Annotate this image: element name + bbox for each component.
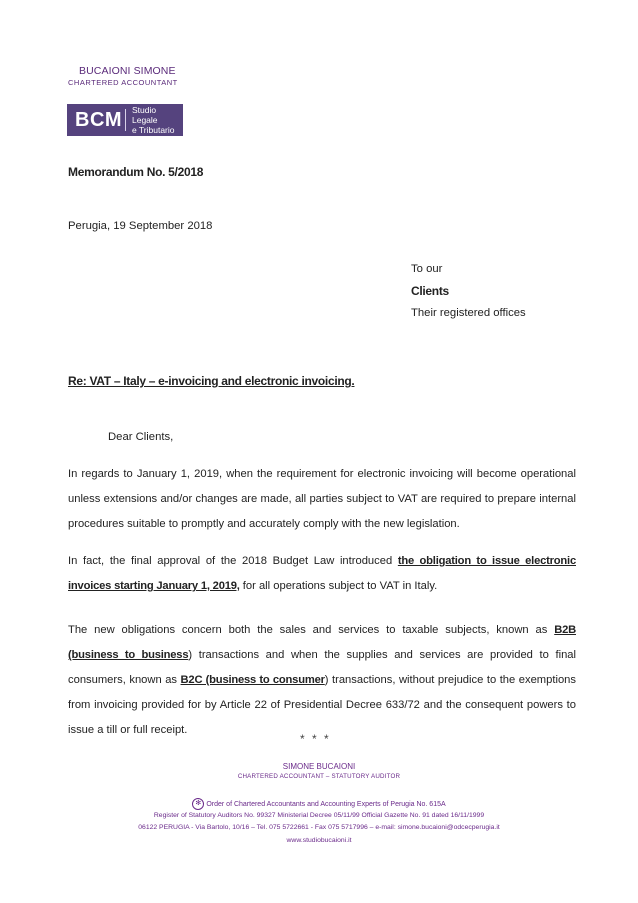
- paragraph-2-text-a: In fact, the final approval of the 2018 Budget Law introduced: [68, 555, 398, 567]
- paragraph-1: [68, 462, 576, 537]
- footer-address: 06122 PERUGIA - Via Bartolo, 10/16 – Tel. 075 5722661 - Fax 075 5717996 – e-mail: simone.bucaioni@odcecperugia.it: [138, 824, 500, 831]
- paragraph-2-text-c: for all operations subject to VAT in Italy.: [239, 580, 438, 592]
- logo-text: [132, 105, 183, 135]
- paragraph-3-b2c: B2C (business to consumer: [180, 674, 325, 686]
- paragraph-2: [68, 549, 576, 599]
- date-line: Perugia, 19 September 2018: [68, 220, 213, 232]
- paragraph-3-text-a: The new obligations concern both the sales and services to taxable subjects, known as: [68, 624, 555, 636]
- footer-order: [0, 798, 638, 810]
- paragraph-3-b2b: B2B (business to business: [68, 624, 576, 661]
- footer-register: Register of Statutory Auditors No. 99327 Ministerial Decree 05/11/99 Official Gazette No. 91 dated 16/11/1999: [153, 812, 485, 819]
- bcm-logo: [67, 104, 183, 136]
- footer-website[interactable]: www.studiobucaioni.it: [286, 837, 352, 844]
- recipient-line1: To our: [411, 263, 443, 275]
- recipient-line3: Their registered offices: [411, 307, 526, 319]
- paragraph-3-text-e: ) transactions, without prejudice to the exemptions from invoicing provided for by Article 22 of Presidential Decree 633/72 and the consequent powers to issue a till or full receipt.: [68, 674, 576, 736]
- logo-divider: [125, 109, 126, 131]
- memo-number: Memorandum No. 5/2018: [68, 165, 204, 179]
- logo-mark: BCM: [75, 108, 123, 131]
- paragraph-2-emphasis: the obligation to issue electronic invoices starting January 1, 2019,: [68, 555, 576, 592]
- paragraph-3-text-c: ) transactions and when the supplies and services are provided to final consumers, known as: [68, 649, 577, 686]
- footer-name: SIMONE BUCAIONI: [282, 762, 356, 771]
- letterhead-name: BUCAIONI SIMONE: [79, 65, 176, 77]
- paragraph-3: [68, 618, 576, 743]
- letterhead-title: CHARTERED ACCOUNTANT: [68, 78, 178, 87]
- section-separator: * * *: [300, 732, 331, 746]
- seal-icon: ✻: [192, 798, 204, 810]
- logo-text-line1: Studio Legale: [131, 105, 158, 125]
- subject-line: Re: VAT – Italy – e-invoicing and electronic invoicing.: [68, 374, 355, 388]
- recipient-line2: Clients: [411, 284, 449, 298]
- paragraph-1-text: In regards to January 1, 2019, when the requirement for electronic invoicing will become operational unless extensions and/or changes are made, all parties subject to VAT are required to prepare internal procedures suitable to promptly and accurately comply with the new legislation.: [68, 468, 576, 530]
- salutation: Dear Clients,: [108, 431, 174, 443]
- logo-text-line2: e Tributario: [131, 125, 175, 135]
- footer-role: CHARTERED ACCOUNTANT – STATUTORY AUDITOR: [237, 773, 401, 780]
- footer-order-text: Order of Chartered Accountants and Accounting Experts of Perugia No. 615A: [206, 800, 446, 808]
